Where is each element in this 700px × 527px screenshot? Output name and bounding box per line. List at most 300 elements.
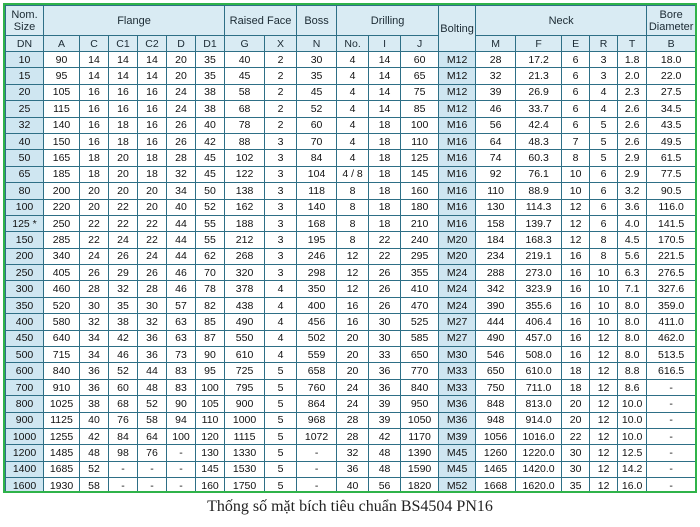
table-cell: 1050 xyxy=(401,412,439,428)
table-cell: 6.3 xyxy=(618,265,647,281)
table-cell: 18 xyxy=(80,150,109,166)
table-cell: 130 xyxy=(196,445,225,461)
table-cell: 3 xyxy=(265,133,297,149)
table-cell: 725 xyxy=(225,363,265,379)
table-cell: 22 xyxy=(109,199,138,215)
table-cell: 118 xyxy=(297,183,337,199)
table-cell: 295 xyxy=(401,248,439,264)
table-cell: 125 xyxy=(401,150,439,166)
table-cell: 2.9 xyxy=(618,150,647,166)
table-cell: 140 xyxy=(44,117,80,133)
table-cell: 2 xyxy=(265,84,297,100)
table-cell: 559 xyxy=(297,347,337,363)
table-cell: 12 xyxy=(590,478,618,493)
table-cell: 1000 xyxy=(225,412,265,428)
table-cell: 610.0 xyxy=(516,363,562,379)
table-cell: - xyxy=(297,478,337,493)
table-cell: 42 xyxy=(109,330,138,346)
table-cell: 95 xyxy=(44,68,80,84)
table-cell: 4 xyxy=(265,330,297,346)
table-cell: 840 xyxy=(401,379,439,395)
table-cell: 58 xyxy=(80,478,109,493)
col-label-d: D xyxy=(167,36,196,52)
table-cell: 38 xyxy=(196,101,225,117)
table-cell: 12 xyxy=(562,215,590,231)
table-cell: 610 xyxy=(225,347,265,363)
table-cell: 1115 xyxy=(225,428,265,444)
table-cell: 10 xyxy=(590,297,618,313)
table-cell: 8.0 xyxy=(618,297,647,313)
table-cell: 16 xyxy=(80,133,109,149)
table-cell: 320 xyxy=(225,265,265,281)
table-cell: 85 xyxy=(196,314,225,330)
table-cell: 65 xyxy=(401,68,439,84)
table-cell: 276.5 xyxy=(647,265,696,281)
table-row xyxy=(6,478,696,493)
table-cell: M16 xyxy=(439,199,476,215)
table-cell: 12 xyxy=(590,330,618,346)
table-cell: 28 xyxy=(80,281,109,297)
table-cell: 2 xyxy=(265,68,297,84)
table-cell: M36 xyxy=(439,412,476,428)
flange-spec-table-frame xyxy=(3,3,697,493)
table-cell: 110 xyxy=(476,183,516,199)
table-cell: 5 xyxy=(265,396,297,412)
table-cell: M16 xyxy=(439,117,476,133)
table-cell: M16 xyxy=(439,183,476,199)
table-cell: 12 xyxy=(590,396,618,412)
table-cell: 18 xyxy=(369,215,401,231)
table-cell: 900 xyxy=(225,396,265,412)
table-row xyxy=(6,215,696,231)
table-cell: 180 xyxy=(401,199,439,215)
table-cell: 168.3 xyxy=(516,232,562,248)
table-cell: 30 xyxy=(80,297,109,313)
table-cell: 20 xyxy=(80,183,109,199)
table-cell: 355 xyxy=(401,265,439,281)
table-cell: 42 xyxy=(369,428,401,444)
header-neck: Neck xyxy=(476,6,647,36)
table-cell: M16 xyxy=(439,166,476,182)
table-cell: 39 xyxy=(369,412,401,428)
table-cell: 6 xyxy=(562,68,590,84)
table-cell: 60 xyxy=(109,379,138,395)
table-cell: 16 xyxy=(138,101,167,117)
table-cell: 342 xyxy=(476,281,516,297)
table-cell: - xyxy=(647,445,696,461)
table-cell: 490 xyxy=(225,314,265,330)
table-cell: 18 xyxy=(369,183,401,199)
table-cell: 4 xyxy=(337,133,369,149)
header-nom-size: Nom. Size xyxy=(6,6,44,36)
table-cell: 70 xyxy=(297,133,337,149)
table-cell: 3 xyxy=(265,166,297,182)
table-cell: 18 xyxy=(138,150,167,166)
table-cell: 5 xyxy=(265,428,297,444)
table-cell: 5 xyxy=(265,445,297,461)
table-cell: 44 xyxy=(167,248,196,264)
table-cell: 88.9 xyxy=(516,183,562,199)
table-cell: 30 xyxy=(138,297,167,313)
table-cell: 75 xyxy=(401,84,439,100)
table-cell: 10 xyxy=(562,183,590,199)
table-cell: 5 xyxy=(590,150,618,166)
table-cell: 1390 xyxy=(401,445,439,461)
table-cell: 715 xyxy=(44,347,80,363)
table-cell: 100 xyxy=(401,117,439,133)
table-cell: 3 xyxy=(265,215,297,231)
table-cell: 18.0 xyxy=(647,52,696,68)
table-cell: 456 xyxy=(297,314,337,330)
table-cell: 1016.0 xyxy=(516,428,562,444)
table-cell: 48.3 xyxy=(516,133,562,149)
table-cell: 16 xyxy=(80,84,109,100)
table-cell: 4 xyxy=(337,101,369,117)
table-cell: 3.2 xyxy=(618,183,647,199)
table-row xyxy=(6,101,696,117)
table-cell: 16 xyxy=(562,347,590,363)
table-cell: 359.0 xyxy=(647,297,696,313)
table-cell: 8 xyxy=(337,215,369,231)
table-cell: 32 xyxy=(138,314,167,330)
table-cell: 5 xyxy=(265,412,297,428)
header-flange: Flange xyxy=(44,6,225,36)
table-cell: 3 xyxy=(590,68,618,84)
table-row xyxy=(6,330,696,346)
table-cell: 32 xyxy=(80,314,109,330)
table-cell: 5 xyxy=(265,379,297,395)
table-cell: 3 xyxy=(590,52,618,68)
table-row xyxy=(6,461,696,477)
table-cell: 12 xyxy=(562,232,590,248)
table-cell: 44 xyxy=(167,232,196,248)
table-cell: M24 xyxy=(439,281,476,297)
table-cell: 406.4 xyxy=(516,314,562,330)
table-cell: 4 xyxy=(590,101,618,117)
table-cell: 165 xyxy=(44,150,80,166)
size-cell: 250 xyxy=(6,265,44,281)
table-cell: 910 xyxy=(44,379,80,395)
table-cell: 26 xyxy=(167,133,196,149)
size-cell: 100 xyxy=(6,199,44,215)
table-cell: 355.6 xyxy=(516,297,562,313)
table-cell: 12 xyxy=(590,412,618,428)
header-bore-diameter: Bore Diameter xyxy=(647,6,696,36)
table-cell: 7 xyxy=(562,133,590,149)
table-cell: 711.0 xyxy=(516,379,562,395)
table-cell: 84 xyxy=(297,150,337,166)
table-cell: M45 xyxy=(439,461,476,477)
table-cell: 61.5 xyxy=(647,150,696,166)
table-cell: 32 xyxy=(476,68,516,84)
table-cell: 76 xyxy=(138,445,167,461)
table-cell: 298 xyxy=(297,265,337,281)
table-cell: 20 xyxy=(562,412,590,428)
table-cell: 76 xyxy=(109,412,138,428)
table-cell: 44 xyxy=(138,363,167,379)
table-cell: 158 xyxy=(476,215,516,231)
table-cell: 36 xyxy=(80,379,109,395)
col-label-t: T xyxy=(618,36,647,52)
col-label-c2: C2 xyxy=(138,36,167,52)
table-cell: 14 xyxy=(109,52,138,68)
table-cell: 750 xyxy=(476,379,516,395)
size-cell: 700 xyxy=(6,379,44,395)
table-cell: 49.5 xyxy=(647,133,696,149)
table-cell: 34 xyxy=(80,330,109,346)
table-cell: 4.5 xyxy=(618,232,647,248)
table-cell: 1590 xyxy=(401,461,439,477)
table-cell: 46 xyxy=(476,101,516,117)
col-label-c1: C1 xyxy=(109,36,138,52)
table-cell: 100 xyxy=(196,379,225,395)
table-row xyxy=(6,379,696,395)
table-cell: 1668 xyxy=(476,478,516,493)
table-cell: 52 xyxy=(109,363,138,379)
table-cell: 52 xyxy=(196,199,225,215)
table-cell: 12 xyxy=(337,265,369,281)
table-cell: 46 xyxy=(167,265,196,281)
table-cell: 470 xyxy=(401,297,439,313)
table-cell: 650 xyxy=(476,363,516,379)
table-cell: 45 xyxy=(297,84,337,100)
table-cell: 4 xyxy=(337,117,369,133)
table-cell: 139.7 xyxy=(516,215,562,231)
table-cell: 16 xyxy=(562,330,590,346)
table-cell: 6 xyxy=(590,215,618,231)
table-cell: 390 xyxy=(476,297,516,313)
table-cell: 4 xyxy=(590,84,618,100)
table-cell: 16 xyxy=(337,297,369,313)
table-cell: 864 xyxy=(297,396,337,412)
table-cell: 26 xyxy=(138,265,167,281)
table-cell: 16 xyxy=(138,133,167,149)
table-cell: 115 xyxy=(44,101,80,117)
table-cell: 813.0 xyxy=(516,396,562,412)
table-cell: 32 xyxy=(109,281,138,297)
table-cell: 74 xyxy=(476,150,516,166)
table-cell: M33 xyxy=(439,363,476,379)
table-cell: 26 xyxy=(80,265,109,281)
table-cell: 14 xyxy=(80,52,109,68)
table-cell: 3.6 xyxy=(618,199,647,215)
header-group-row xyxy=(6,6,696,36)
table-cell: 650 xyxy=(401,347,439,363)
table-cell: 6 xyxy=(562,52,590,68)
table-row xyxy=(6,396,696,412)
table-cell: 60 xyxy=(297,117,337,133)
table-cell: 50 xyxy=(196,183,225,199)
table-cell: 90 xyxy=(44,52,80,68)
col-label-c: C xyxy=(80,36,109,52)
table-cell: 185 xyxy=(44,166,80,182)
table-cell: 26 xyxy=(369,265,401,281)
table-cell: 24 xyxy=(80,248,109,264)
col-label-i: I xyxy=(369,36,401,52)
table-cell: 14 xyxy=(369,101,401,117)
table-cell: 10 xyxy=(590,314,618,330)
table-cell: 6 xyxy=(562,84,590,100)
table-cell: 6 xyxy=(562,101,590,117)
table-cell: 350 xyxy=(297,281,337,297)
table-row xyxy=(6,232,696,248)
table-cell: 88 xyxy=(225,133,265,149)
table-cell: M45 xyxy=(439,445,476,461)
table-cell: 18 xyxy=(369,150,401,166)
table-cell: 12 xyxy=(337,281,369,297)
table-cell: 45 xyxy=(196,166,225,182)
table-cell: 92 xyxy=(476,166,516,182)
table-cell: M12 xyxy=(439,84,476,100)
table-cell: 12 xyxy=(590,428,618,444)
table-row xyxy=(6,445,696,461)
col-label-n: N xyxy=(297,36,337,52)
table-cell: - xyxy=(647,428,696,444)
table-cell: 188 xyxy=(225,215,265,231)
table-cell: 73 xyxy=(167,347,196,363)
table-cell: 34.5 xyxy=(647,101,696,117)
table-cell: 16 xyxy=(562,248,590,264)
table-cell: 62 xyxy=(196,248,225,264)
table-cell: M39 xyxy=(439,428,476,444)
size-cell: 125 * xyxy=(6,215,44,231)
table-cell: 8 xyxy=(337,183,369,199)
table-cell: 35 xyxy=(196,68,225,84)
table-cell: M33 xyxy=(439,379,476,395)
table-cell: - xyxy=(647,396,696,412)
table-cell: - xyxy=(109,461,138,477)
table-cell: 520 xyxy=(44,297,80,313)
table-cell: 20 xyxy=(109,183,138,199)
table-cell: 1330 xyxy=(225,445,265,461)
table-cell: 28 xyxy=(476,52,516,68)
table-cell: 4.0 xyxy=(618,215,647,231)
table-cell: 10 xyxy=(590,281,618,297)
table-cell: 1125 xyxy=(44,412,80,428)
table-cell: 48 xyxy=(138,379,167,395)
table-cell: 20 xyxy=(562,396,590,412)
table-cell: 12 xyxy=(590,461,618,477)
size-cell: 400 xyxy=(6,314,44,330)
table-cell: 221.5 xyxy=(647,248,696,264)
table-cell: 85 xyxy=(401,101,439,117)
table-cell: 68 xyxy=(225,101,265,117)
table-cell: 45 xyxy=(196,150,225,166)
table-cell: 10 xyxy=(562,166,590,182)
table-cell: 130 xyxy=(476,199,516,215)
table-cell: 24 xyxy=(167,84,196,100)
table-cell: 20 xyxy=(138,199,167,215)
table-cell: 16 xyxy=(562,297,590,313)
table-cell: 48 xyxy=(369,445,401,461)
table-cell: - xyxy=(167,461,196,477)
table-cell: 105 xyxy=(196,396,225,412)
table-cell: 1620.0 xyxy=(516,478,562,493)
table-cell: 6 xyxy=(590,183,618,199)
table-cell: - xyxy=(297,445,337,461)
col-label-e: E xyxy=(562,36,590,52)
table-cell: 33.7 xyxy=(516,101,562,117)
header-drilling: Drilling xyxy=(337,6,439,36)
table-cell: 3 xyxy=(265,199,297,215)
table-cell: 12 xyxy=(590,347,618,363)
table-cell: 26 xyxy=(369,297,401,313)
table-cell: 150 xyxy=(44,133,80,149)
table-cell: 4 xyxy=(337,150,369,166)
table-cell: 14 xyxy=(138,52,167,68)
size-cell: 40 xyxy=(6,133,44,149)
size-cell: 10 xyxy=(6,52,44,68)
table-cell: 323.9 xyxy=(516,281,562,297)
table-cell: 160 xyxy=(401,183,439,199)
table-cell: 22 xyxy=(562,428,590,444)
table-cell: 60 xyxy=(401,52,439,68)
table-cell: 250 xyxy=(44,215,80,231)
table-cell: 35 xyxy=(562,478,590,493)
table-cell: 10 xyxy=(590,265,618,281)
table-cell: 200 xyxy=(44,183,80,199)
table-cell: 848 xyxy=(476,396,516,412)
table-cell: 14 xyxy=(369,52,401,68)
table-cell: 508.0 xyxy=(516,347,562,363)
col-label-j: J xyxy=(401,36,439,52)
table-cell: 16 xyxy=(138,84,167,100)
table-cell: 110 xyxy=(196,412,225,428)
table-cell: 35 xyxy=(109,297,138,313)
table-cell: 2.9 xyxy=(618,166,647,182)
table-cell: 20 xyxy=(337,330,369,346)
table-cell: 78 xyxy=(196,281,225,297)
table-cell: 948 xyxy=(476,412,516,428)
table-cell: 4 xyxy=(265,314,297,330)
table-cell: 1465 xyxy=(476,461,516,477)
table-cell: M16 xyxy=(439,150,476,166)
table-cell: 10.0 xyxy=(618,428,647,444)
table-cell: 8.0 xyxy=(618,330,647,346)
table-cell: M16 xyxy=(439,215,476,231)
table-cell: 760 xyxy=(297,379,337,395)
table-cell: 1072 xyxy=(297,428,337,444)
size-cell: 1200 xyxy=(6,445,44,461)
table-cell: 5 xyxy=(590,117,618,133)
table-row xyxy=(6,199,696,215)
table-cell: 102 xyxy=(225,150,265,166)
size-cell: 800 xyxy=(6,396,44,412)
table-cell: 8.6 xyxy=(618,379,647,395)
table-cell: - xyxy=(647,461,696,477)
table-caption: Thống số mặt bích tiêu chuẩn BS4504 PN16 xyxy=(207,498,493,515)
table-cell: 82 xyxy=(196,297,225,313)
table-cell: 795 xyxy=(225,379,265,395)
table-cell: 36 xyxy=(138,330,167,346)
table-cell: 36 xyxy=(138,347,167,363)
size-cell: 15 xyxy=(6,68,44,84)
table-cell: 170.5 xyxy=(647,232,696,248)
table-cell: 770 xyxy=(401,363,439,379)
table-cell: 2 xyxy=(265,52,297,68)
flange-spec-table xyxy=(5,5,696,493)
table-cell: 10.0 xyxy=(618,396,647,412)
col-label-no: No. xyxy=(337,36,369,52)
table-cell: 55 xyxy=(196,232,225,248)
table-cell: 39 xyxy=(369,396,401,412)
table-cell: 580 xyxy=(44,314,80,330)
table-cell: 210 xyxy=(401,215,439,231)
table-row xyxy=(6,183,696,199)
header-bolting: Bolting xyxy=(439,6,476,52)
table-cell: 12 xyxy=(590,445,618,461)
column-label-row xyxy=(6,36,696,52)
